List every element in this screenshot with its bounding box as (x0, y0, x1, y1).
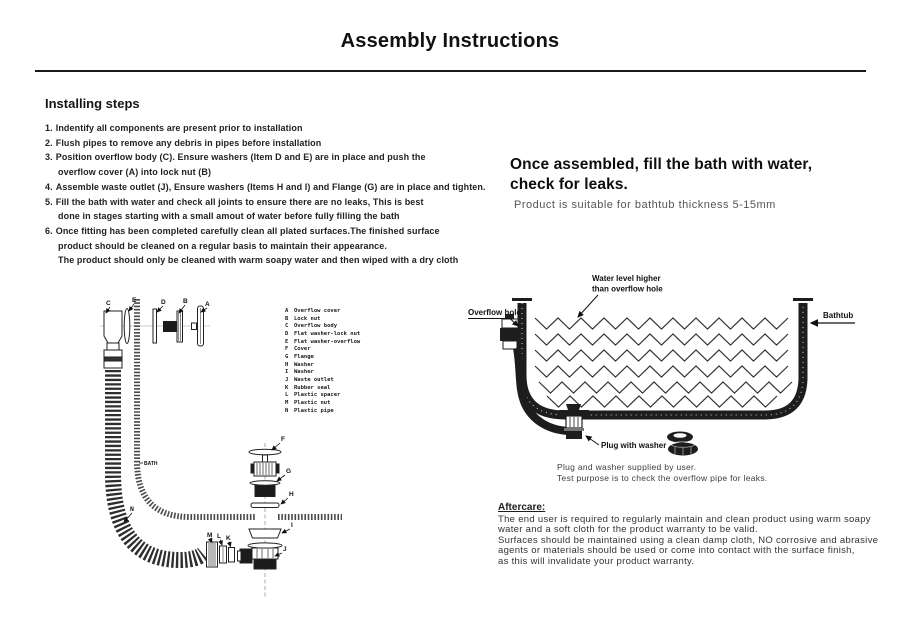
leak-test-notes: Plug and washer supplied by user. Test purpose is to check the overflow pipe for leaks. (557, 462, 768, 483)
installing-steps-list (45, 121, 486, 268)
legend-item: I Washer (285, 369, 314, 376)
step-4: 4. Assemble waste outlet (J), Ensure washers (Items H and I) and Flange (G) are in place and tighten. (45, 181, 486, 192)
cover-part (249, 449, 281, 476)
washer-h-part (251, 503, 279, 508)
legend-item: D Flat washer-lock nut (285, 330, 361, 337)
installing-steps-heading: Installing steps (45, 96, 140, 111)
legend-item: H Washer (285, 361, 314, 368)
step-6: 6. Once fitting has been completed carefully clean all plated surfaces.The finished surface (45, 225, 440, 236)
washer-i-part (249, 529, 281, 538)
step-6-cont-2: The product should only be cleaned with warm soapy water and then wiped with a dry cloth (58, 255, 459, 266)
step-3: 3. Position overflow body (C). Ensure washers (Item D and E) are in place and push the (45, 152, 426, 163)
title-divider (35, 70, 866, 72)
mark-k: K (226, 535, 231, 542)
mark-c: C (106, 300, 111, 307)
step-1: 1. Indentify all components are present prior to installation (45, 123, 303, 133)
plastic-nut-part (207, 542, 218, 567)
flat-washer-overflow-part (124, 309, 130, 344)
water-level-label-line1: Water level higher (592, 274, 661, 283)
legend-item: E Flat washer-overflow (285, 338, 361, 345)
step-5: 5. Fill the bath with water and check all joints to ensure there are no leaks, This is best (45, 196, 424, 207)
mark-m: M (207, 532, 213, 539)
legend-item: C Overflow body (285, 323, 338, 330)
mark-i: I (291, 522, 293, 529)
legend-item: G Flange (285, 353, 314, 360)
mark-l: L (217, 533, 221, 540)
leak-check-heading: Once assembled, fill the bath with water, check for leaks. (510, 156, 813, 193)
mark-d: D (161, 299, 166, 306)
mark-g: G (286, 468, 292, 475)
plastic-spacer-part (220, 546, 227, 563)
step-3-cont: overflow cover (A) into lock nut (B) (58, 167, 212, 178)
aftercare-section: Aftercare: The end user is required to regularly maintain and clean product using warm soapy water and a soft cloth for the product warranty to be valid. Surfaces should be maintained using a clean damp cloth, NO corrosive and abrasive agents or materials should be used or come into contact with the surface finish, as this will invalidate your product warranty. (498, 502, 898, 567)
rubber-seal-part (229, 548, 235, 563)
mark-n: N (130, 505, 134, 513)
leak-check-subtext: Product is suitable for bathtub thickness 5-15mm (514, 199, 776, 211)
legend-item: B Lock nut (285, 315, 321, 322)
plug-with-washer-label: Plug with washer (601, 441, 667, 450)
plug-and-washer (667, 432, 698, 456)
step-2: 2. Flush pipes to remove any debris in pipes before installation (45, 137, 322, 148)
step-5-cont: done in stages starting with a small amout of water before fully filling the bath (58, 211, 400, 222)
overflow-body-part (104, 311, 122, 368)
legend-item: L Plastic spacer (285, 392, 341, 399)
mark-e: E (132, 297, 137, 304)
mark-h: H (289, 491, 294, 498)
mark-j: J (283, 546, 287, 553)
legend-item: M Plastic nut (285, 399, 331, 406)
water-surface-lines (535, 318, 792, 407)
plastic-pipe-part (113, 370, 203, 560)
legend-item: N Plastic pipe (285, 407, 334, 414)
legend-item: A Overflow cover (285, 308, 341, 314)
mark-a: A (205, 301, 210, 308)
bathtub-label: Bathtub (823, 311, 854, 320)
bathtub-leak-test-diagram (465, 262, 885, 472)
exploded-parts-diagram (60, 283, 360, 613)
aftercare-heading: Aftercare: (498, 502, 546, 513)
bath-mark: BATH (144, 461, 158, 467)
legend-item: J Waste outlet (285, 376, 334, 383)
overflow-hole-label: Overflow hole (468, 308, 521, 317)
bathtub-outline (522, 303, 803, 415)
overflow-fitting (500, 314, 519, 349)
page-title: Assembly Instructions (340, 30, 560, 52)
flat-washer-lock-nut-part (153, 309, 157, 343)
flange-part (250, 481, 280, 497)
mark-b: B (183, 298, 188, 305)
mark-f: F (281, 436, 285, 443)
lock-nut-part (163, 311, 183, 342)
legend-item: F Cover (285, 346, 311, 353)
water-level-label-line2: than overflow hole (592, 284, 663, 294)
legend-item: K Rubber seal (285, 384, 331, 391)
step-6-cont-1: product should be cleaned on a regular basis to maintain their appearance. (58, 240, 387, 251)
